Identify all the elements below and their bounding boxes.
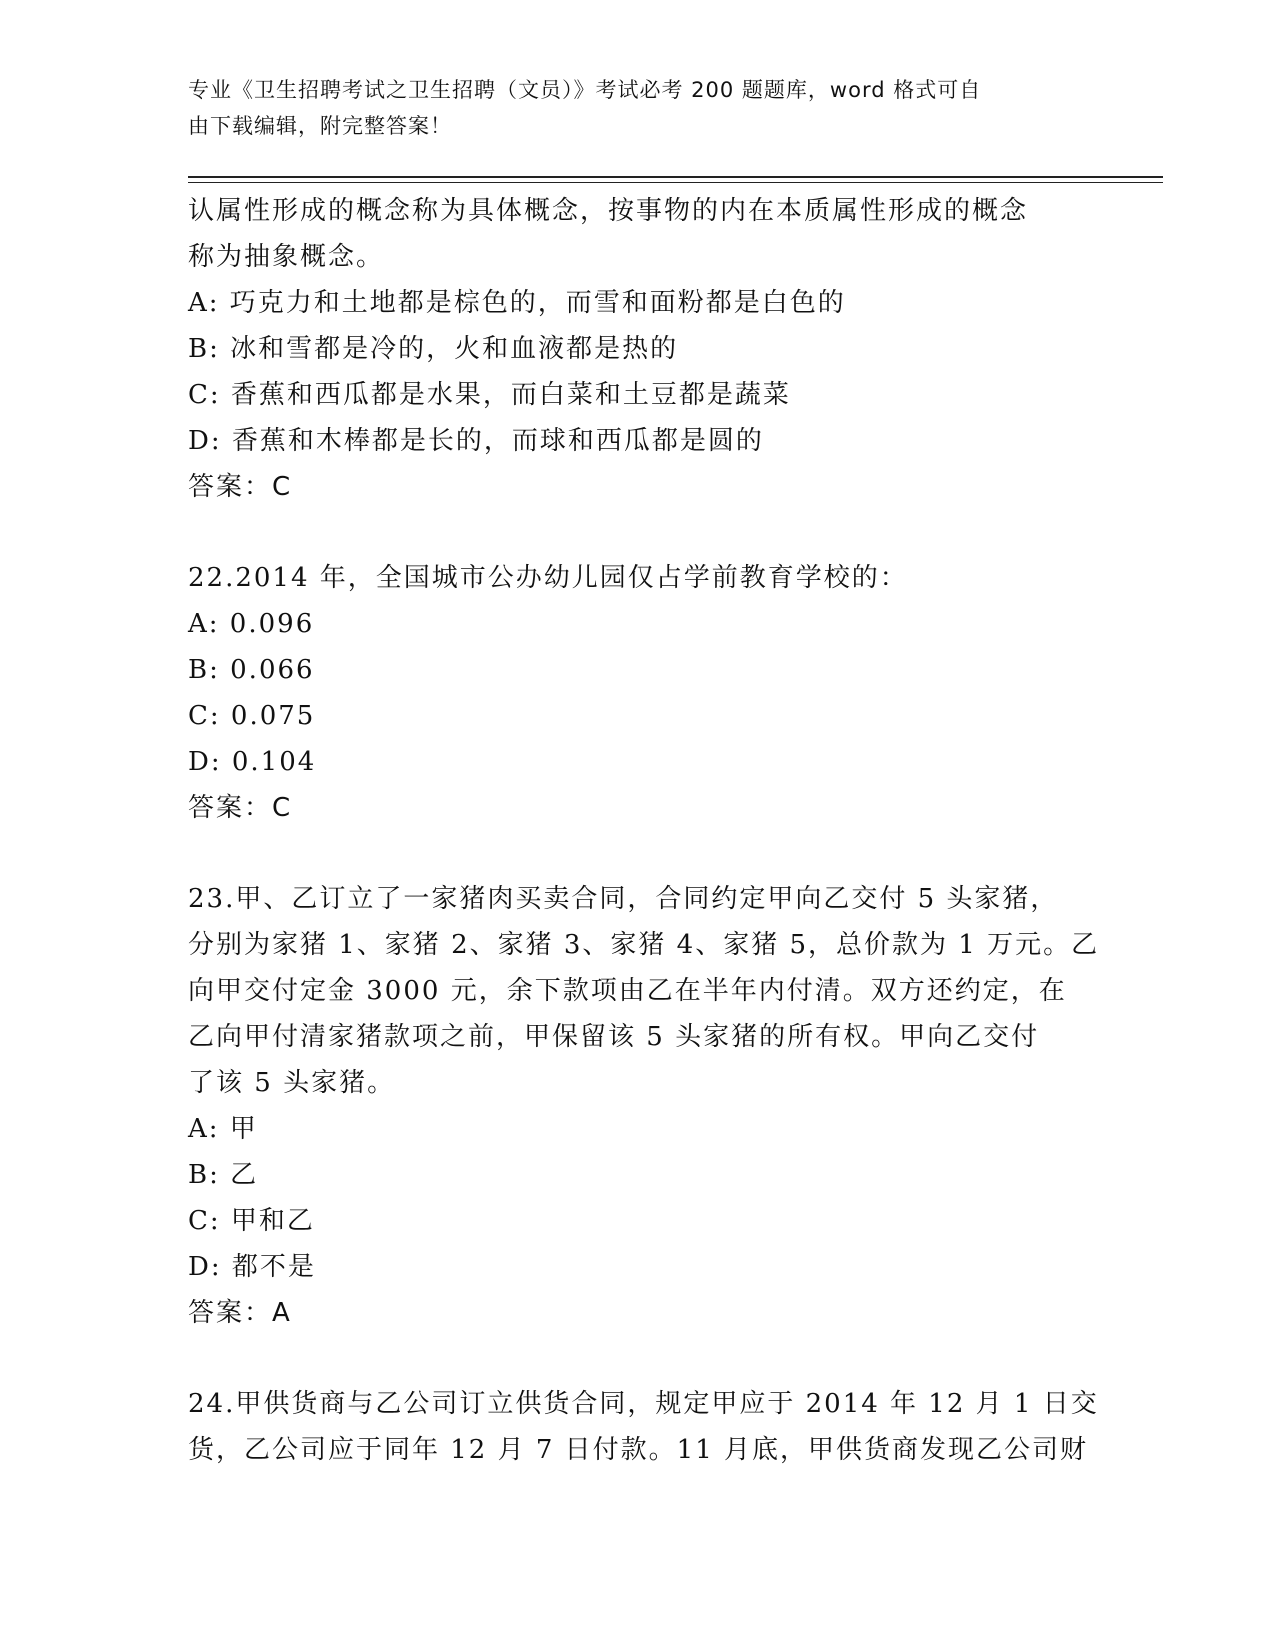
option-a: A: 甲 [188, 1114, 258, 1144]
question-text-line: 24.甲供货商与乙公司订立供货合同，规定甲应于 2014 年 12 月 1 日交 [188, 1389, 1099, 1419]
option-d: D: 0.104 [188, 747, 317, 777]
question-text-line: 认属性形成的概念称为具体概念，按事物的内在本质属性形成的概念 [188, 196, 1029, 226]
spacer [188, 831, 1108, 876]
question-text-line: 乙向甲付清家猪款项之前，甲保留该 5 头家猪的所有权。甲向乙交付 [188, 1022, 1040, 1052]
question-text-line: 称为抽象概念。 [188, 242, 385, 272]
option-b: B: 0.066 [188, 655, 315, 685]
header-line-1: 专业《卫生招聘考试之卫生招聘（文员）》考试必考 200 题题库，word 格式可自 [188, 78, 982, 102]
spacer [188, 1336, 1108, 1381]
header-rule-thin [188, 182, 1163, 183]
question-text-line: 分别为家猪 1、家猪 2、家猪 3、家猪 4、家猪 5，总价款为 1 万元。乙 [188, 930, 1100, 960]
option-c: C: 0.075 [188, 701, 316, 731]
document-header [188, 72, 1088, 144]
answer: 答案：A [188, 1298, 292, 1328]
option-b: B: 乙 [188, 1160, 259, 1190]
option-c: C: 香蕉和西瓜都是水果，而白菜和土豆都是蔬菜 [188, 380, 791, 410]
spacer [188, 510, 1108, 555]
option-d: D: 都不是 [188, 1252, 316, 1282]
question-text-line: 22.2014 年，全国城市公办幼儿园仅占学前教育学校的： [188, 563, 908, 593]
header-line-2: 由下载编辑，附完整答案！ [188, 114, 452, 138]
option-c: C: 甲和乙 [188, 1206, 315, 1236]
option-b: B: 冰和雪都是冷的，火和血液都是热的 [188, 334, 679, 364]
header-rule-thick [188, 176, 1163, 178]
question-text-line: 了该 5 头家猪。 [188, 1068, 396, 1098]
answer: 答案：C [188, 472, 293, 502]
answer: 答案：C [188, 793, 293, 823]
option-d: D: 香蕉和木棒都是长的，而球和西瓜都是圆的 [188, 426, 764, 456]
option-a: A: 0.096 [188, 609, 315, 639]
question-21 [188, 188, 1108, 510]
question-23 [188, 876, 1108, 1336]
question-text-line: 23.甲、乙订立了一家猪肉买卖合同，合同约定甲向乙交付 5 头家猪， [188, 884, 1059, 914]
question-content [188, 188, 1108, 1473]
question-22 [188, 555, 1108, 831]
option-a: A: 巧克力和土地都是棕色的，而雪和面粉都是白色的 [188, 288, 846, 318]
question-text-line: 向甲交付定金 3000 元，余下款项由乙在半年内付清。双方还约定，在 [188, 976, 1067, 1006]
question-text-line: 货，乙公司应于同年 12 月 7 日付款。11 月底，甲供货商发现乙公司财 [188, 1435, 1089, 1465]
question-24 [188, 1381, 1108, 1473]
